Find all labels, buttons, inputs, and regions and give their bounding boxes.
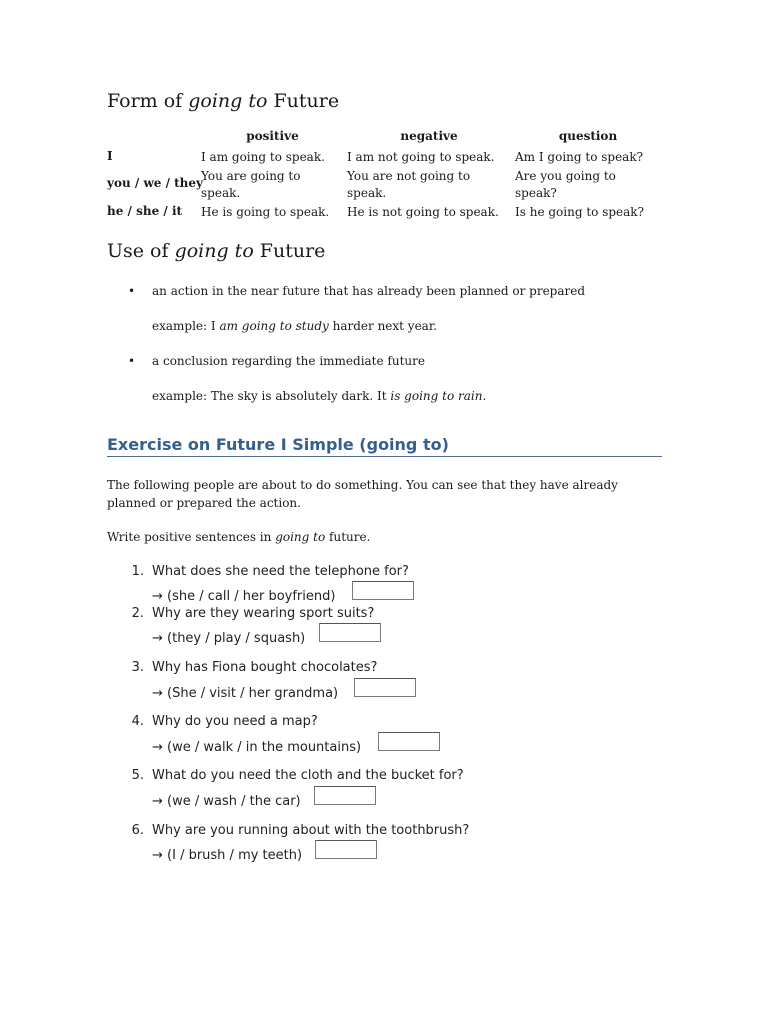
use-heading-suffix: Future: [253, 240, 326, 262]
exercise-title-rule: [107, 456, 662, 457]
table-cell: You are going to speak.: [201, 169, 301, 200]
item-question: Why are they wearing sport suits?: [152, 606, 375, 621]
use-heading-italic: going to: [174, 240, 254, 262]
form-heading: [107, 90, 339, 112]
example-prefix: example: I: [152, 319, 220, 333]
exercise-title: Exercise on Future I Simple (going to): [107, 435, 449, 454]
use-heading: [107, 240, 325, 262]
item-number: 3.: [131, 660, 144, 675]
use-example: [152, 389, 486, 403]
item-hint: → (we / wash / the car): [152, 794, 301, 809]
use-bullet-text: a conclusion regarding the immediate future: [152, 354, 425, 368]
item-question: What do you need the cloth and the bucket for?: [152, 768, 464, 783]
table-cell: I am going to speak.: [201, 150, 325, 164]
item-number: 2.: [131, 606, 144, 621]
table-header-negative: negative: [400, 129, 458, 143]
answer-input-5[interactable]: [314, 786, 376, 805]
instruction-prefix: Write positive sentences in: [107, 530, 276, 544]
item-hint: → (I / brush / my teeth): [152, 848, 303, 863]
bullet-dot-icon: •: [128, 284, 136, 298]
table-cell: Am I going to speak?: [515, 150, 644, 164]
table-cell: I am not going to speak.: [347, 150, 495, 164]
item-hint: → (we / walk / in the mountains): [152, 740, 362, 755]
table-header-positive: positive: [246, 129, 299, 143]
use-heading-prefix: Use of: [107, 240, 175, 262]
form-heading-prefix: Form of: [107, 90, 189, 112]
example-suffix: .: [482, 389, 487, 403]
instruction-suffix: future.: [325, 530, 371, 544]
table-row-label: you / we / they: [107, 176, 204, 190]
answer-input-4[interactable]: [378, 732, 440, 751]
exercise-intro-line2: planned or prepared the action.: [107, 496, 301, 510]
table-cell: You are not going to speak.: [347, 169, 471, 200]
exercise-instruction: [107, 530, 370, 544]
form-heading-suffix: Future: [267, 90, 340, 112]
form-heading-italic: going to: [188, 90, 268, 112]
item-question: Why has Fiona bought chocolates?: [152, 660, 378, 675]
use-bullet-text: an action in the near future that has already been planned or prepared: [152, 284, 586, 298]
item-number: 1.: [131, 564, 144, 579]
table-cell: Are you going to speak?: [515, 169, 616, 200]
answer-input-2[interactable]: [319, 623, 381, 642]
bullet-dot-icon: •: [128, 354, 136, 368]
item-number: 4.: [131, 714, 144, 729]
example-suffix: harder next year.: [328, 319, 438, 333]
table-cell: He is going to speak.: [201, 205, 330, 219]
instruction-italic: going to: [275, 530, 326, 544]
example-prefix: example: The sky is absolutely dark. It: [152, 389, 391, 403]
use-example: [152, 319, 437, 333]
table-row-label: he / she / it: [107, 204, 183, 218]
answer-input-3[interactable]: [354, 678, 416, 697]
example-italic: am going to study: [219, 319, 329, 333]
table-header-question: question: [558, 129, 618, 143]
table-cell: He is not going to speak.: [347, 205, 499, 219]
exercise-intro-line1: The following people are about to do something. You can see that they have already: [107, 478, 618, 492]
item-number: 5.: [131, 768, 144, 783]
item-question: Why are you running about with the toothbrush?: [152, 823, 470, 838]
table-row-label: I: [107, 149, 113, 163]
item-hint: → (they / play / squash): [152, 631, 306, 646]
example-italic: is going to rain: [390, 389, 483, 403]
item-hint: → (She / visit / her grandma): [152, 686, 339, 701]
answer-input-6[interactable]: [315, 840, 377, 859]
item-question: What does she need the telephone for?: [152, 564, 409, 579]
item-hint: → (she / call / her boyfriend): [152, 589, 336, 604]
item-question: Why do you need a map?: [152, 714, 318, 729]
table-cell: Is he going to speak?: [515, 205, 644, 219]
item-number: 6.: [131, 823, 144, 838]
answer-input-1[interactable]: [352, 581, 414, 600]
